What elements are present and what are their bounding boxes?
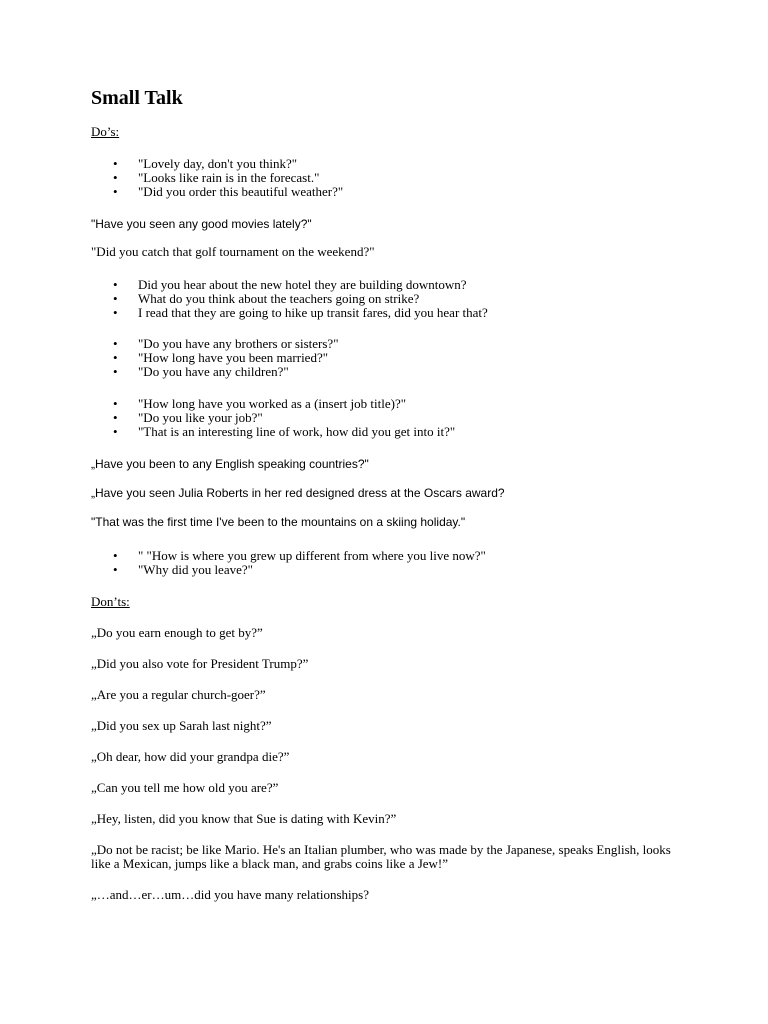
golf-question: "Did you catch that golf tournament on the weekend?"	[91, 244, 375, 259]
list-item: • "Why did you leave?"	[91, 563, 486, 577]
list-item: • I read that they are going to hike up transit fares, did you hear that?	[91, 306, 488, 320]
list-item: • "Do you have any children?"	[91, 365, 339, 379]
work-questions-list	[91, 397, 455, 439]
list-item: • "Do you like your job?"	[91, 411, 455, 425]
julia-roberts-question: „Have you seen Julia Roberts in her red designed dress at the Oscars award?	[91, 486, 505, 500]
dont-item: „Did you also vote for President Trump?”	[91, 656, 309, 671]
list-item: • "Did you order this beautiful weather?"	[91, 185, 343, 199]
donts-heading: Don’ts:	[91, 594, 130, 609]
dont-item: „Hey, listen, did you know that Sue is dating with Kevin?”	[91, 811, 397, 826]
list-item: • "That is an interesting line of work, how did you get into it?"	[91, 425, 455, 439]
dont-item: „Can you tell me how old you are?”	[91, 780, 279, 795]
list-item: • What do you think about the teachers going on strike?	[91, 292, 488, 306]
list-item: • "How long have you worked as a (insert job title)?"	[91, 397, 455, 411]
mountains-statement: "That was the first time I've been to the mountains on a skiing holiday."	[91, 515, 466, 529]
dos-heading: Do’s:	[91, 124, 120, 139]
list-item: • " "How is where you grew up different from where you live now?"	[91, 549, 486, 563]
english-countries-question: „Have you been to any English speaking countries?"	[91, 457, 369, 471]
dont-item: „Did you sex up Sarah last night?”	[91, 718, 272, 733]
list-item: • "Lovely day, don't you think?"	[91, 157, 343, 171]
relationships-question: „…and…er…um…did you have many relationships?	[91, 887, 369, 902]
news-questions-list	[91, 278, 488, 320]
racist-joke-paragraph: „Do not be racist; be like Mario. He's an Italian plumber, who was made by the Japanese, speaks English, looks like a Mexican, jumps like a black man, and grabs coins like a Jew!”	[91, 842, 671, 871]
hometown-questions-list	[91, 549, 486, 577]
movies-question: "Have you seen any good movies lately?"	[91, 217, 312, 231]
list-item: • "How long have you been married?"	[91, 351, 339, 365]
list-item: • "Looks like rain is in the forecast."	[91, 171, 343, 185]
list-item: • "Do you have any brothers or sisters?"	[91, 337, 339, 351]
dont-item: „Oh dear, how did your grandpa die?”	[91, 749, 290, 764]
page-title: Small Talk	[91, 87, 183, 109]
dont-item: „Are you a regular church-goer?”	[91, 687, 266, 702]
list-item: • Did you hear about the new hotel they are building downtown?	[91, 278, 488, 292]
family-questions-list	[91, 337, 339, 379]
weather-questions-list	[91, 157, 343, 199]
dont-item: „Do you earn enough to get by?”	[91, 625, 263, 640]
